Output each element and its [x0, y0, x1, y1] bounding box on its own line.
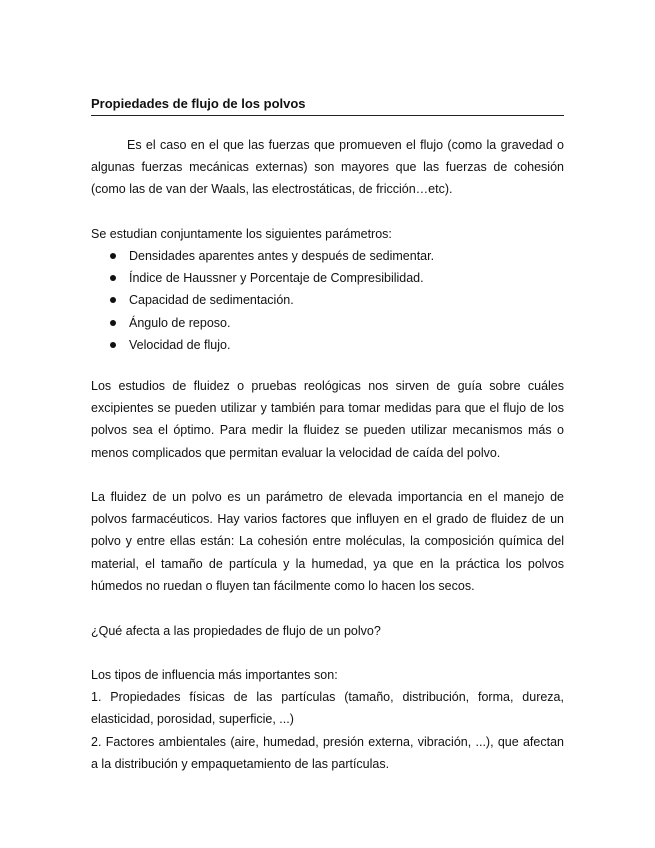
list-item-text: Densidades aparentes antes y después de sedimentar.: [129, 249, 435, 263]
studies-line: menos complicados que permitan evaluar la velocidad de caída del polvo.: [91, 445, 501, 460]
intro-line: (como las de van der Waals, las electrostáticas, de fricción…etc).: [91, 182, 453, 197]
section-title: Propiedades de flujo de los polvos: [91, 96, 306, 111]
fluidity-paragraph: [91, 486, 564, 597]
bullet-icon: [110, 253, 116, 259]
list-item: [91, 245, 434, 267]
list-item-text: Velocidad de flujo.: [129, 337, 231, 352]
influence-line: 1. Propiedades físicas de las partículas (tamaño, distribución, forma, dureza,: [91, 690, 564, 704]
fluidity-line: húmedos no ruedan o fluyen tan fácilmente como lo hacen los secos.: [91, 578, 475, 593]
question-line: ¿Qué afecta a las propiedades de flujo de un polvo?: [91, 624, 381, 638]
studies-line: Los estudios de fluidez o pruebas reológicas nos sirven de guía sobre cuáles: [91, 379, 564, 393]
intro-line: algunas fuerzas mecánicas externas) son mayores que las fuerzas de cohesión: [91, 160, 564, 175]
influence-line: elasticidad, porosidad, superficie, ...): [91, 712, 294, 727]
fluidity-line: material, el tamaño de partícula y la humedad, ya que en la práctica los polvos: [91, 556, 564, 571]
list-item-text: Capacidad de sedimentación.: [129, 293, 294, 308]
fluidity-line: La fluidez de un polvo es un parámetro de elevada importancia en el manejo de: [91, 490, 564, 504]
list-item: [91, 334, 434, 356]
list-item: [91, 312, 434, 334]
fluidity-line: polvo y entre ellas están: La cohesión entre moléculas, la composición química del: [91, 534, 564, 549]
list-item-text: Índice de Haussner y Porcentaje de Compresibilidad.: [129, 271, 424, 286]
studies-line: excipientes se pueden utilizar y también para tomar medidas para que el flujo de los: [91, 401, 564, 416]
list-item: [91, 289, 434, 311]
params-list: [91, 245, 434, 356]
list-item-text: Ángulo de reposo.: [129, 315, 231, 330]
bullet-icon: [110, 342, 116, 348]
title-underline: [91, 115, 564, 116]
influence-item-2: [91, 731, 564, 775]
bullet-icon: [110, 275, 116, 281]
studies-paragraph: [91, 375, 564, 464]
bullet-icon: [110, 320, 116, 326]
intro-paragraph: [91, 134, 564, 201]
influence-intro: Los tipos de influencia más importantes son:: [91, 668, 338, 682]
bullet-icon: [110, 297, 116, 303]
intro-line: Es el caso en el que las fuerzas que promueven el flujo (como la gravedad o: [127, 138, 564, 152]
list-item: [91, 267, 434, 289]
influence-line: 2. Factores ambientales (aire, humedad, presión externa, vibración, ...), que afectan: [91, 735, 564, 749]
studies-line: polvos sea el óptimo. Para medir la fluidez se pueden utilizar mecanismos más o: [91, 423, 564, 438]
influence-line: a la distribución y empaquetamiento de las partículas.: [91, 757, 390, 772]
fluidity-line: polvos farmacéuticos. Hay varios factores que influyen en el grado de fluidez de un: [91, 512, 564, 527]
params-intro: Se estudian conjuntamente los siguientes parámetros:: [91, 227, 392, 241]
influence-item-1: [91, 686, 564, 730]
